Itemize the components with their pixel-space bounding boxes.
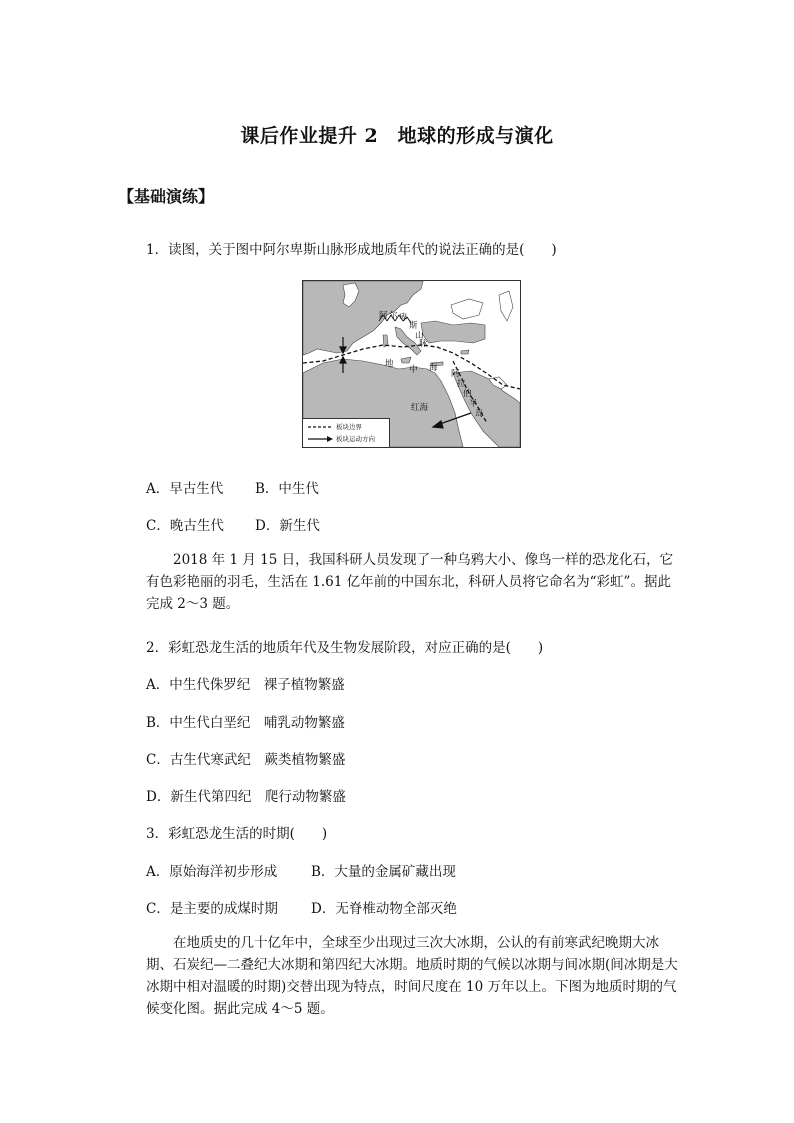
passage-dinosaur: 2018 年 1 月 15 日，我国科研人员发现了一种乌鸦大小、像鸟一样的恐龙化石，它有色彩艳丽的羽毛，生活在 1.61 亿年前的中国东北，科研人员将它命名为“彩虹”。据此完成 2～3 题。: [146, 552, 674, 612]
question-2-stem: 2．彩虹恐龙生活的地质年代及生物发展阶段，对应正确的是( ): [146, 640, 544, 656]
legend-boundary: [307, 422, 362, 431]
question-1-option-b: B．中生代: [255, 481, 319, 497]
map-label-dao: 岛: [475, 409, 484, 419]
plate-map-figure: [302, 280, 521, 448]
map-legend: [303, 418, 390, 447]
question-3-stem: 3．彩虹恐龙生活的时期( ): [146, 826, 328, 842]
question-2-option-d: D．新生代第四纪 爬行动物繁盛: [146, 789, 346, 805]
question-3-option-a: A．原始海洋初步形成: [146, 864, 278, 880]
legend-direction-label: 板块运动方向: [336, 435, 375, 443]
map-label-la: 拉: [457, 379, 466, 389]
question-1-stem: 1．读图，关于图中阿尔卑斯山脉形成地质年代的说法正确的是( ): [146, 242, 557, 258]
map-label-a: 阿: [379, 311, 388, 321]
map-label-a2: 阿: [451, 369, 460, 379]
map-label-red-sea: 红海: [411, 403, 429, 413]
question-1-option-d: D．新生代: [255, 518, 320, 534]
map-label-si: 斯: [409, 321, 418, 331]
map-label-shan: 山: [415, 331, 424, 341]
map-label-er: 尔: [389, 311, 398, 321]
question-3-option-d: D．无脊椎动物全部灭绝: [311, 901, 457, 917]
legend-direction: [307, 434, 375, 443]
question-2-option-c: C．古生代寒武纪 蕨类植物繁盛: [146, 752, 346, 768]
question-1-option-a: A．早古生代: [146, 481, 224, 497]
map-label-bei: 卑: [399, 313, 408, 323]
section-heading: 【基础演练】: [118, 187, 215, 206]
question-3-option-b: B．大量的金属矿藏出现: [311, 864, 456, 880]
legend-boundary-label: 板块边界: [336, 423, 362, 431]
map-label-hai: 海: [429, 363, 438, 373]
map-label-di: 地: [385, 359, 394, 369]
passage-ice-age: 在地质史的几十亿年中，全球至少出现过三次大冰期，公认的有前寒武纪晚期大冰期、石炭纪—二叠纪大冰期和第四纪大冰期。地质时期的气候以冰期与间冰期(间冰期是大冰期中相对温暖的时期)交替出现为特点，时间尺度在 10 万年以上。下图为地质时期的气候变化图。据此完成 4～5 题。: [146, 935, 678, 1017]
map-label-zhong: 中: [409, 365, 418, 375]
page-title: 课后作业提升 2 地球的形成与演化: [240, 125, 554, 147]
question-1-option-c: C．晚古生代: [146, 518, 224, 534]
map-label-bo: 伯: [463, 389, 472, 399]
question-3-option-c: C．是主要的成煤时期: [146, 901, 278, 917]
question-2-option-a: A．中生代侏罗纪 裸子植物繁盛: [146, 677, 345, 693]
question-2-option-b: B．中生代白垩纪 哺乳动物繁盛: [146, 715, 345, 731]
map-label-mai: 脉: [419, 339, 428, 349]
map-label-ban: 半: [469, 399, 478, 409]
